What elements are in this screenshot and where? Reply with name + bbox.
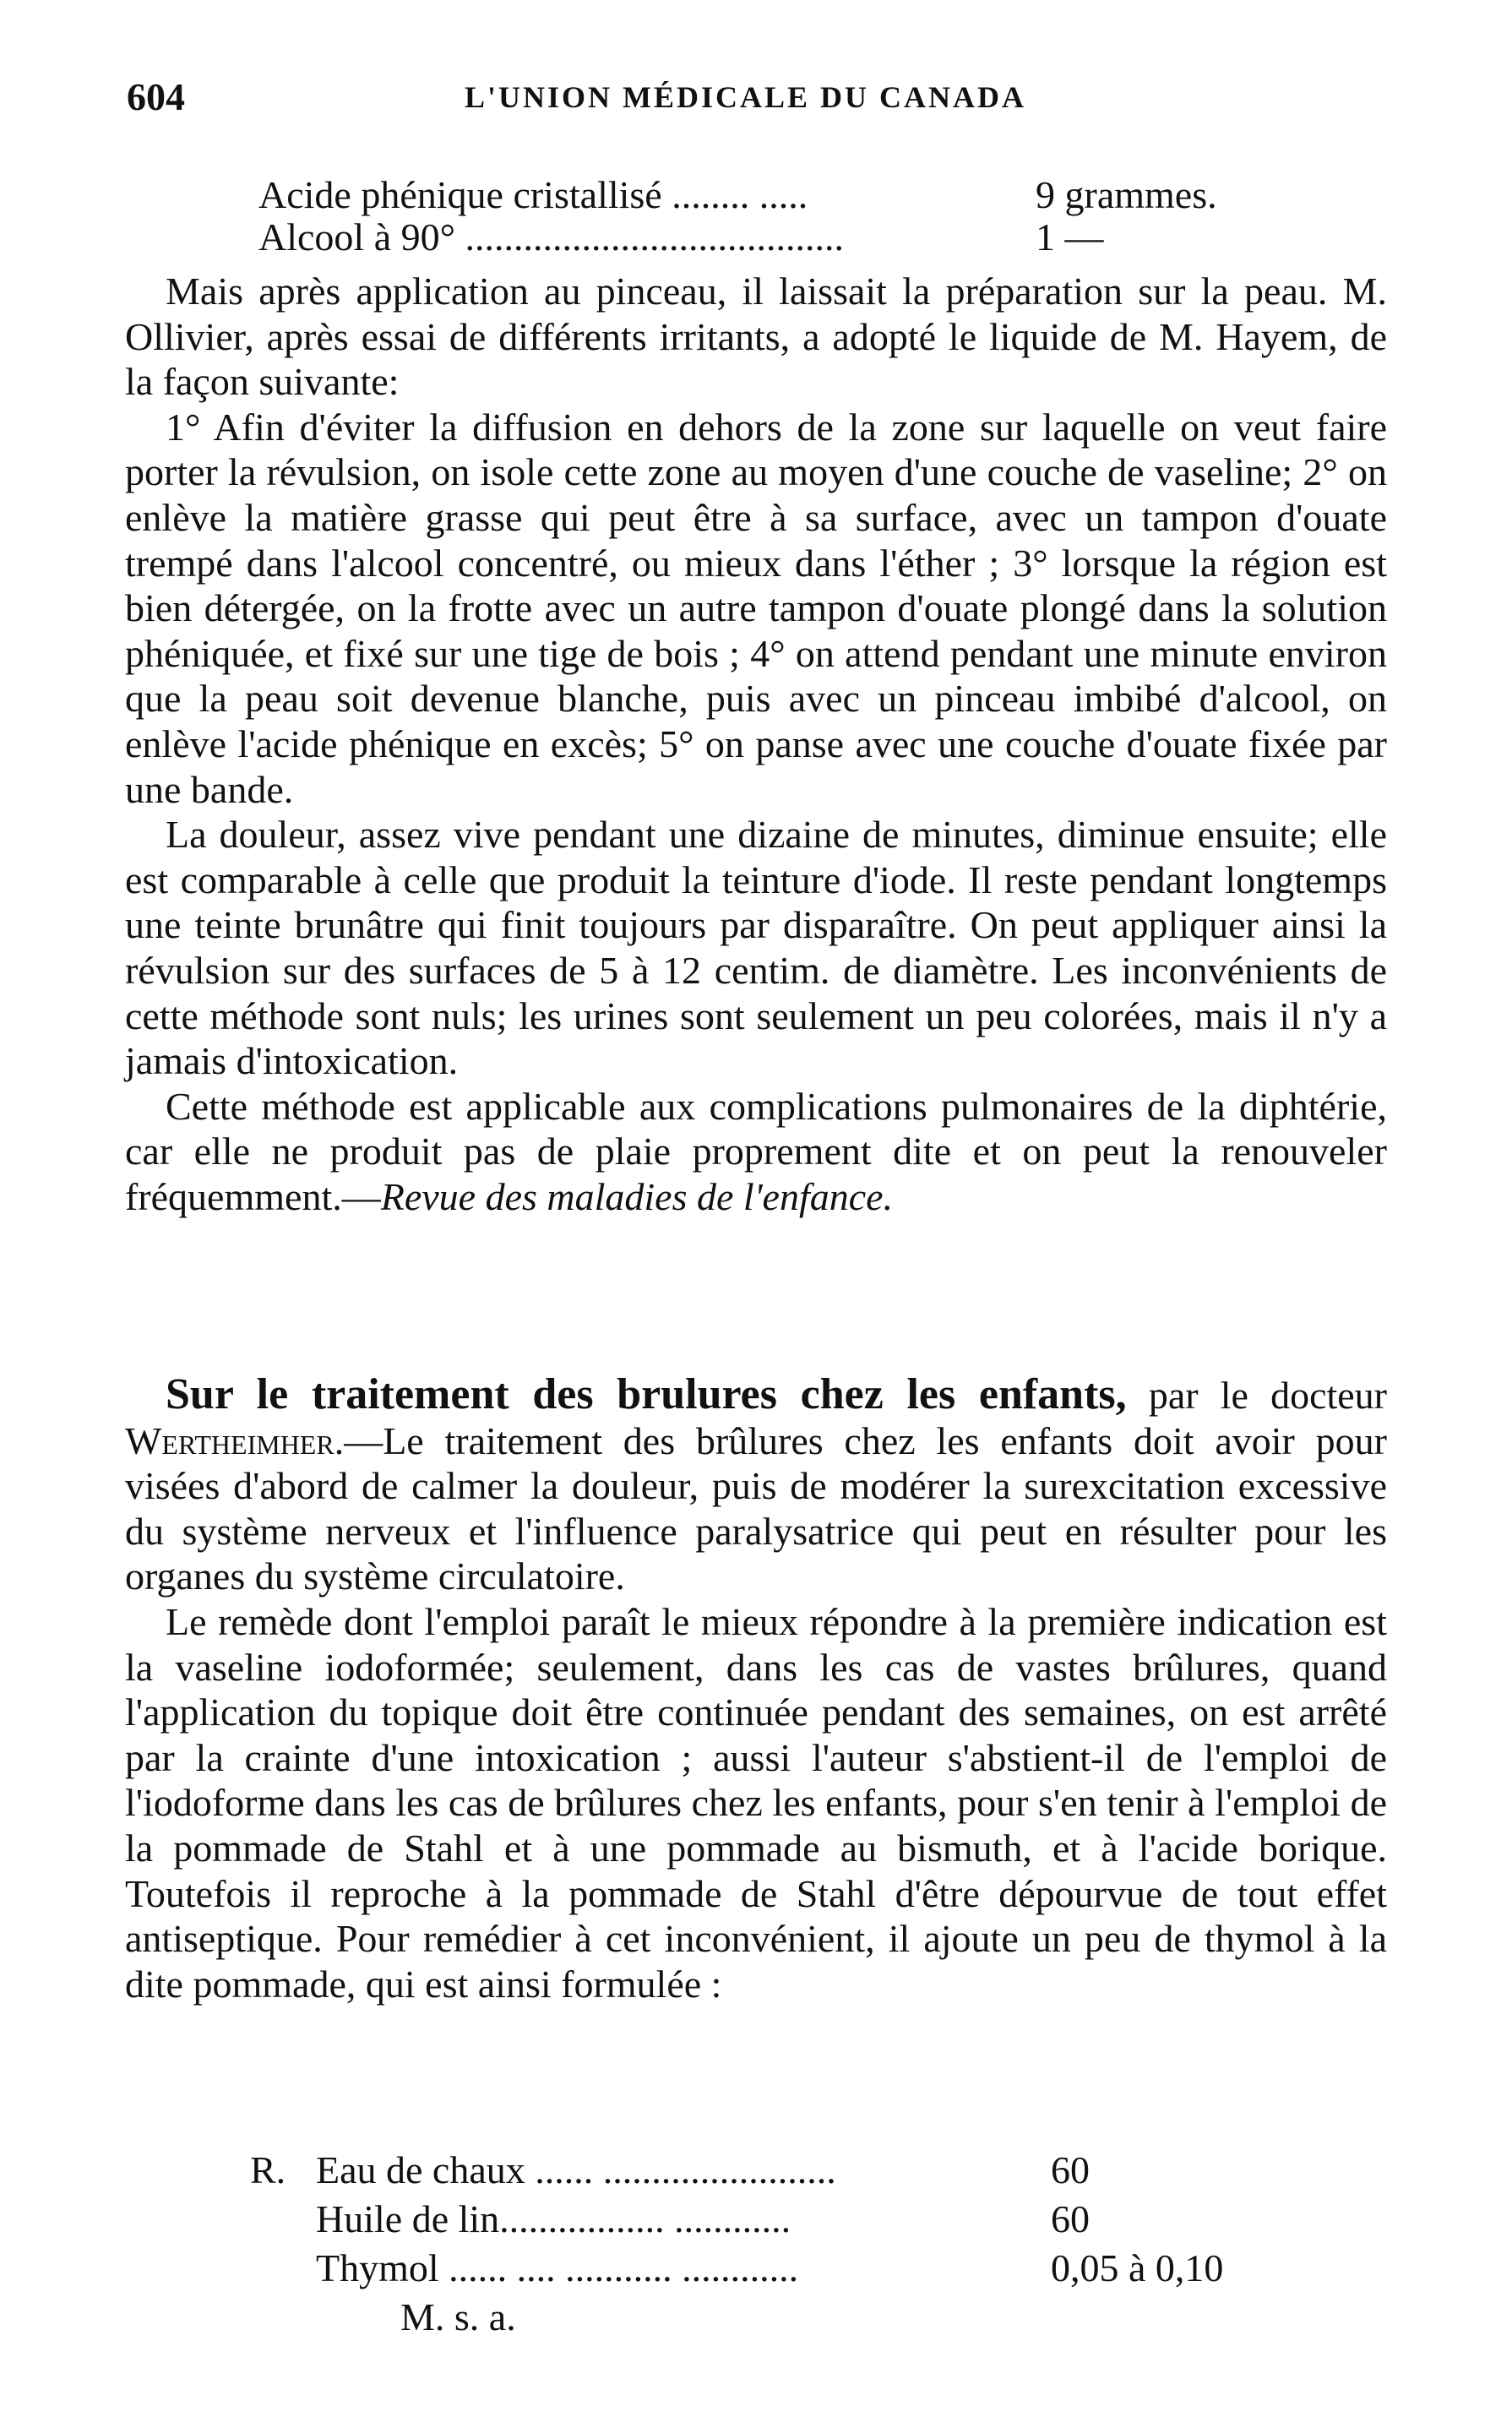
formula-row <box>258 216 1272 259</box>
prescription-closing: M. s. a. <box>400 2295 516 2338</box>
paragraph: La douleur, assez vive pendant une dizaine de minutes, diminue ensuite; elle est comparable à celle que produit la teinture d'iode. Il reste pendant longtemps une teinte brunâtre qui finit toujours par disparaître. On peut appliquer ainsi la révulsion sur des surfaces de 5 à 12 centim. de diamètre. Les inconvénients de cette méthode sont nuls; les urines sont seulement un peu colorées, mais il n'y a jamais d'intoxication. <box>125 813 1387 1083</box>
prescription-ingredient: Huile de lin................. ............ <box>316 2197 791 2240</box>
author-name: Wertheimher <box>125 1418 334 1462</box>
page-header <box>127 74 1394 125</box>
formula-ingredient: Alcool à 90° ....................................... <box>258 215 845 259</box>
prescription-row <box>250 2146 1306 2195</box>
prescription-row <box>250 2293 1306 2342</box>
article-title: Sur le traitement des brulures chez les enfants, <box>166 1370 1127 1418</box>
formula-quantity: 1 — <box>1036 215 1104 259</box>
recipe-marker: R. <box>250 2148 286 2191</box>
paragraph-text: Cette méthode est applicable aux complications pulmonaires de la diphtérie, car elle ne produit pas de plaie proprement dite et on peut la renouveler fréquemment.— <box>125 1084 1387 1218</box>
formula-phenic-acid <box>258 174 1272 259</box>
paragraph <box>125 1372 1387 1599</box>
source-citation: Revue des maladies de l'enfance. <box>380 1174 894 1218</box>
paragraph <box>125 1084 1387 1220</box>
prescription-row <box>250 2195 1306 2244</box>
prescription <box>250 2146 1306 2342</box>
paragraph: Le remède dont l'emploi paraît le mieux répondre à la première indication est la vaseline iodoformée; seulement, dans les cas de vastes brûlures, quand l'application du topique doit être continuée pendant des semaines, on est arrêté par la crainte d'une intoxication ; aussi l'auteur s'abstient-il de l'emploi de l'iodoforme dans les cas de brûlures chez les enfants, pour s'en tenir à l'emploi de la pommade de Stahl et à une pommade au bismuth, et à l'acide borique. Toutefois il reproche à la pommade de Stahl d'être dépourvue de tout effet antiseptique. Pour remédier à cet inconvénient, il ajoute un peu de thymol à la dite pommade, qui est ainsi formulée : <box>125 1599 1387 2006</box>
prescription-ingredient: Thymol ...... .... ........... ............ <box>316 2246 799 2289</box>
prescription-row <box>250 2244 1306 2293</box>
paragraph: Mais après application au pinceau, il laissait la préparation sur la peau. M. Ollivier, après essai de différents irritants, a adopté le liquide de M. Hayem, de la façon suivante: <box>125 269 1387 404</box>
body-section-1 <box>125 269 1387 1219</box>
paragraph: 1° Afin d'éviter la diffusion en dehors de la zone sur laquelle on veut faire porter la révulsion, on isole cette zone au moyen d'une couche de vaseline; 2° on enlève la matière grasse qui peut être à sa surface, avec un tampon d'ouate trempé dans l'alcool concentré, ou mieux dans l'éther ; 3° lorsque la région est bien détergée, on la frotte avec un autre tampon d'ouate plongé dans la solution phéniquée, et fixé sur une tige de bois ; 4° on attend pendant une minute environ que la peau soit devenue blanche, puis avec un pinceau imbibé d'alcool, on enlève l'acide phénique en excès; 5° on panse avec une couche d'ouate fixée par une bande. <box>125 405 1387 811</box>
paragraph-text: .—Le traitement des brûlures chez les enfants doit avoir pour visées d'abord de calmer la douleur, puis de modérer la surexcitation excessive du système nerveux et l'influence paralysatrice qui peut en résulter pour les organes du système circulatoire. <box>125 1418 1387 1598</box>
prescription-quantity: 60 <box>1051 2148 1090 2191</box>
prescription-ingredient: Eau de chaux ...... ........................ <box>316 2148 836 2191</box>
prescription-quantity: 60 <box>1051 2197 1090 2240</box>
formula-ingredient: Acide phénique cristallisé ........ ..... <box>258 173 808 216</box>
formula-quantity: 9 grammes. <box>1036 173 1217 216</box>
formula-row <box>258 174 1272 216</box>
page-number: 604 <box>127 75 185 118</box>
byline: par le docteur <box>1126 1374 1388 1417</box>
prescription-quantity: 0,05 à 0,10 <box>1051 2246 1224 2289</box>
article-thymol <box>125 1372 1387 2006</box>
running-title: L'UNION MÉDICALE DU CANADA <box>465 80 1027 114</box>
